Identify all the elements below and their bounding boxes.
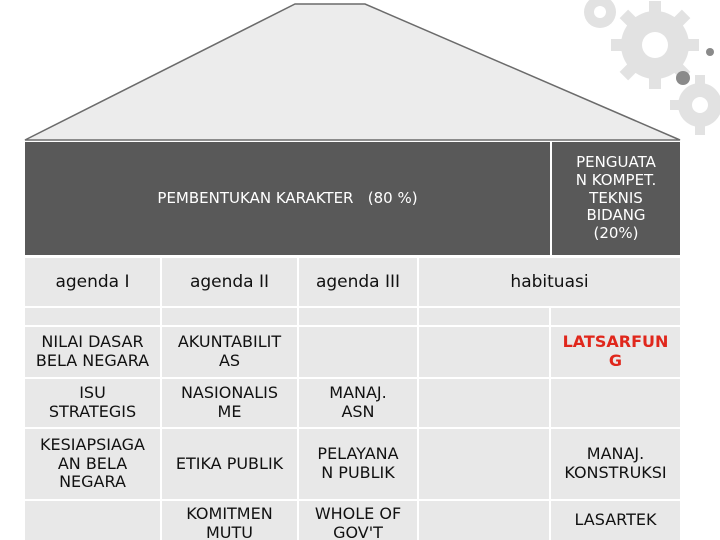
table-cell (162, 379, 297, 427)
header-left-title: PEMBENTUKAN KARAKTER (80 %) (157, 188, 418, 207)
cell-text: LASARTEK (574, 510, 657, 530)
table-cell (25, 501, 160, 540)
spacer-cell (299, 308, 417, 325)
table-cell (162, 327, 297, 377)
table-cell (551, 379, 680, 427)
col-habituasi-label: habituasi (510, 271, 589, 292)
table-cell (162, 429, 297, 499)
col-habituasi (419, 258, 680, 306)
cell-text: KESIAPSIAGA AN BELA NEGARA (40, 434, 145, 492)
table-cell (419, 501, 549, 540)
cell-text: WHOLE OF GOV'T (314, 504, 402, 540)
cell-text: MANAJ. KONSTRUKSI (564, 444, 667, 482)
table-cell (25, 429, 160, 499)
header-left (25, 142, 550, 255)
table-cell (551, 327, 680, 377)
table-cell (299, 327, 417, 377)
col-agenda-2-label: agenda II (189, 271, 270, 292)
table-cell (162, 501, 297, 540)
col-agenda-1 (25, 258, 160, 306)
col-agenda-1-label: agenda I (55, 271, 130, 292)
header-right (552, 142, 680, 255)
table-cell (419, 429, 549, 499)
table-cell (419, 327, 549, 377)
col-agenda-2 (162, 258, 297, 306)
spacer-cell (162, 308, 297, 325)
spacer-cell (25, 308, 160, 325)
header-right-title: PENGUATA N KOMPET. TEKNIS BIDANG (20%) (575, 153, 657, 243)
roof-shape (0, 0, 720, 145)
cell-text: AKUNTABILIT AS (177, 332, 282, 370)
col-agenda-3-label: agenda III (315, 271, 401, 292)
cell-text: NILAI DASAR BELA NEGARA (35, 332, 150, 370)
table-cell (299, 501, 417, 540)
table-cell (25, 379, 160, 427)
spacer-cell (419, 308, 549, 325)
cell-text: ISU STRATEGIS (48, 383, 137, 421)
cell-text: MANAJ. ASN (329, 383, 387, 421)
cell-text: LATSARFUN G (562, 332, 669, 370)
table-cell (551, 429, 680, 499)
table-cell (299, 429, 417, 499)
col-agenda-3 (299, 258, 417, 306)
spacer-cell (551, 308, 680, 325)
cell-text: PELAYANA N PUBLIK (317, 444, 399, 482)
cell-text: NASIONALIS ME (180, 383, 279, 421)
table-cell (419, 379, 549, 427)
table-cell (299, 379, 417, 427)
cell-text: KOMITMEN MUTU (186, 504, 273, 540)
cell-text: ETIKA PUBLIK (175, 453, 284, 473)
table-cell (25, 327, 160, 377)
table-cell (551, 501, 680, 540)
